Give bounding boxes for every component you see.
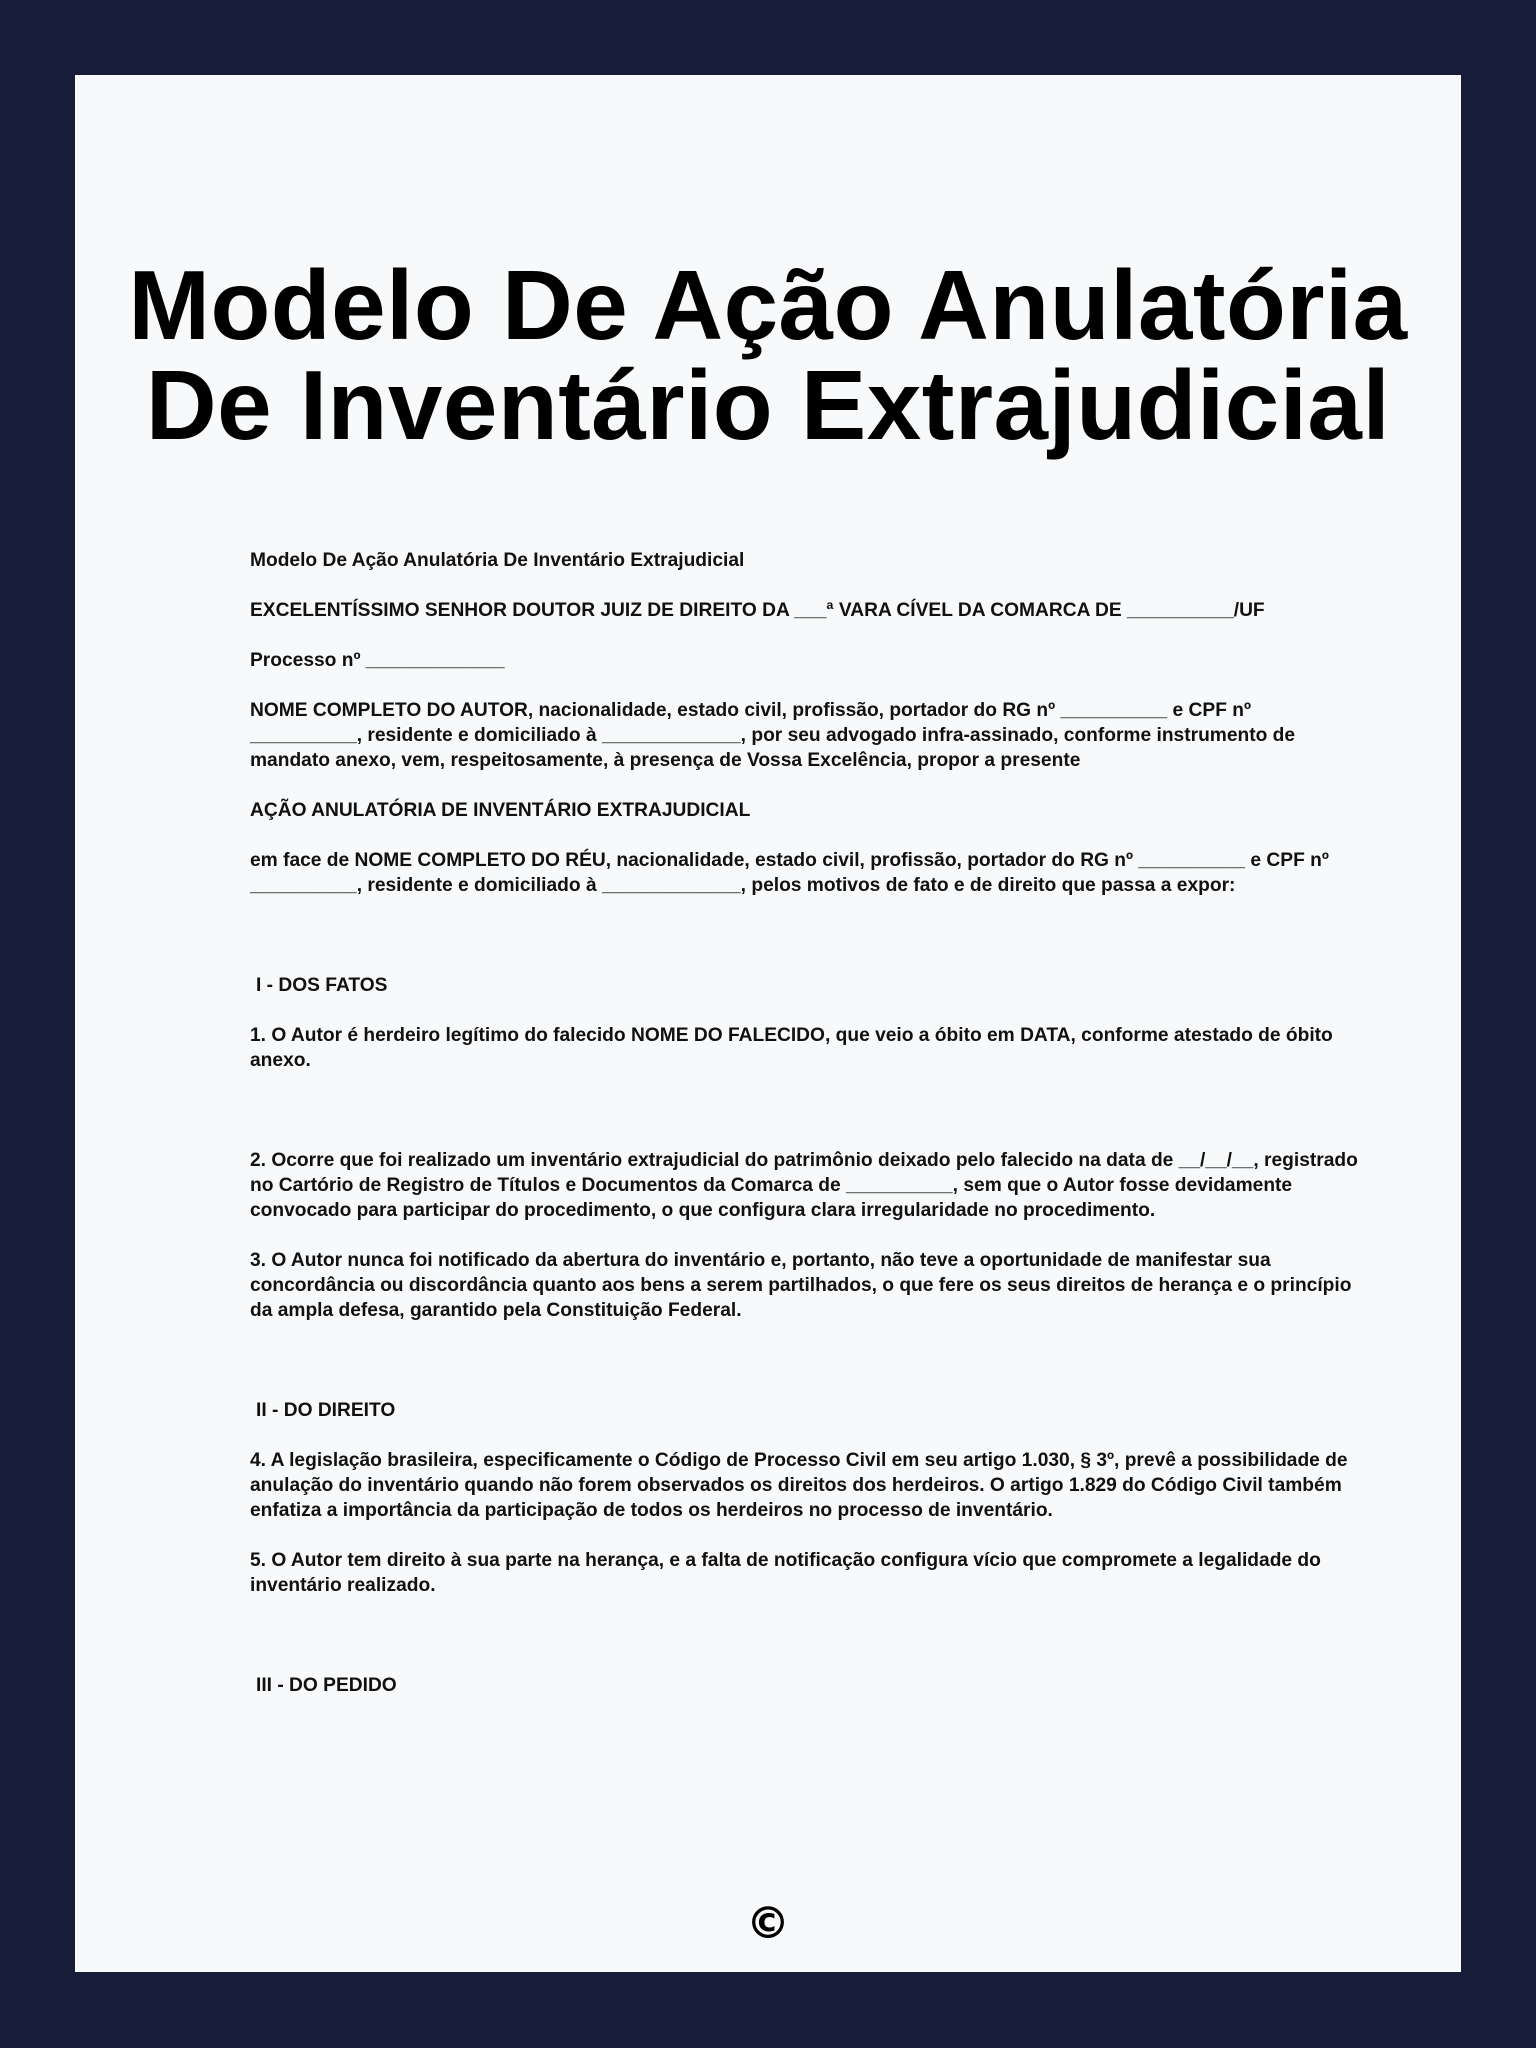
big-title-line-1: Modelo De Ação Anulatória [128, 250, 1408, 360]
law-item-5: 5. O Autor tem direito à sua parte na herança, e a falta de notificação configura vício que compromete a legalidade do inventário realizado. [250, 1550, 1321, 1596]
big-title-line-2: De Inventário Extrajudicial [145, 350, 1391, 460]
fact-item-3: 3. O Autor nunca foi notificado da abertura do inventário e, portanto, não teve a oportunidade de manifestar sua concordância ou discordância quanto aos bens a serem partilhados, o que fere os seus direitos de herança e o princípio da ampla defesa, garantido pela Constituição Federal. [250, 1250, 1352, 1321]
author-qualification: NOME COMPLETO DO AUTOR, nacionalidade, estado civil, profissão, portador do RG nº __________ e CPF nº __________, residente e domiciliado à _____________, por seu advogado infra-assinado, conforme instrumento de mandato anexo, vem, respeitosamente, à presença de Vossa Excelência, propor a presente [250, 700, 1296, 771]
section-heading-law: II - DO DIREITO [256, 1400, 396, 1421]
copyright-icon: © [746, 1898, 790, 1949]
header-title: Modelo De Ação Anulatória De Inventário Extrajudicial [250, 550, 745, 571]
addressee: EXCELENTÍSSIMO SENHOR DOUTOR JUIZ DE DIREITO DA ___ª VARA CÍVEL DA COMARCA DE __________/UF [250, 600, 1265, 621]
law-item-4: 4. A legislação brasileira, especificamente o Código de Processo Civil em seu artigo 1.030, § 3º, prevê a possibilidade de anulação do inventário quando não forem observados os direitos dos herdeiros. O artigo 1.829 do Código Civil também enfatiza a importância da participação de todos os herdeiros no processo de inventário. [250, 1450, 1348, 1521]
spacer [250, 1348, 1360, 1398]
section-heading-facts: I - DOS FATOS [256, 975, 388, 996]
document-body [250, 548, 1360, 1723]
fact-item-2: 2. Ocorre que foi realizado um inventário extrajudicial do patrimônio deixado pelo falecido na data de __/__/__, registrado no Cartório de Registro de Títulos e Documentos da Comarca de __________, sem que o Autor fosse devidamente convocado para participar do procedimento, o que configura clara irregularidade no procedimento. [250, 1150, 1358, 1221]
defendant-qualification: em face de NOME COMPLETO DO RÉU, nacionalidade, estado civil, profissão, portador do RG nº __________ e CPF nº __________, residente e domiciliado à _____________, pelos motivos de fato e de direito que passa a expor: [250, 850, 1329, 896]
section-heading-request: III - DO PEDIDO [256, 1675, 397, 1696]
spacer [250, 1623, 1360, 1673]
spacer [250, 1098, 1360, 1148]
fact-item-1: 1. O Autor é herdeiro legítimo do falecido NOME DO FALECIDO, que veio a óbito em DATA, conforme atestado de óbito anexo. [250, 1025, 1333, 1071]
process-number: Processo nº _____________ [250, 650, 505, 671]
action-title: AÇÃO ANULATÓRIA DE INVENTÁRIO EXTRAJUDICIAL [250, 800, 751, 821]
document-page [75, 75, 1461, 1972]
spacer [250, 923, 1360, 973]
document-big-title [75, 250, 1461, 460]
